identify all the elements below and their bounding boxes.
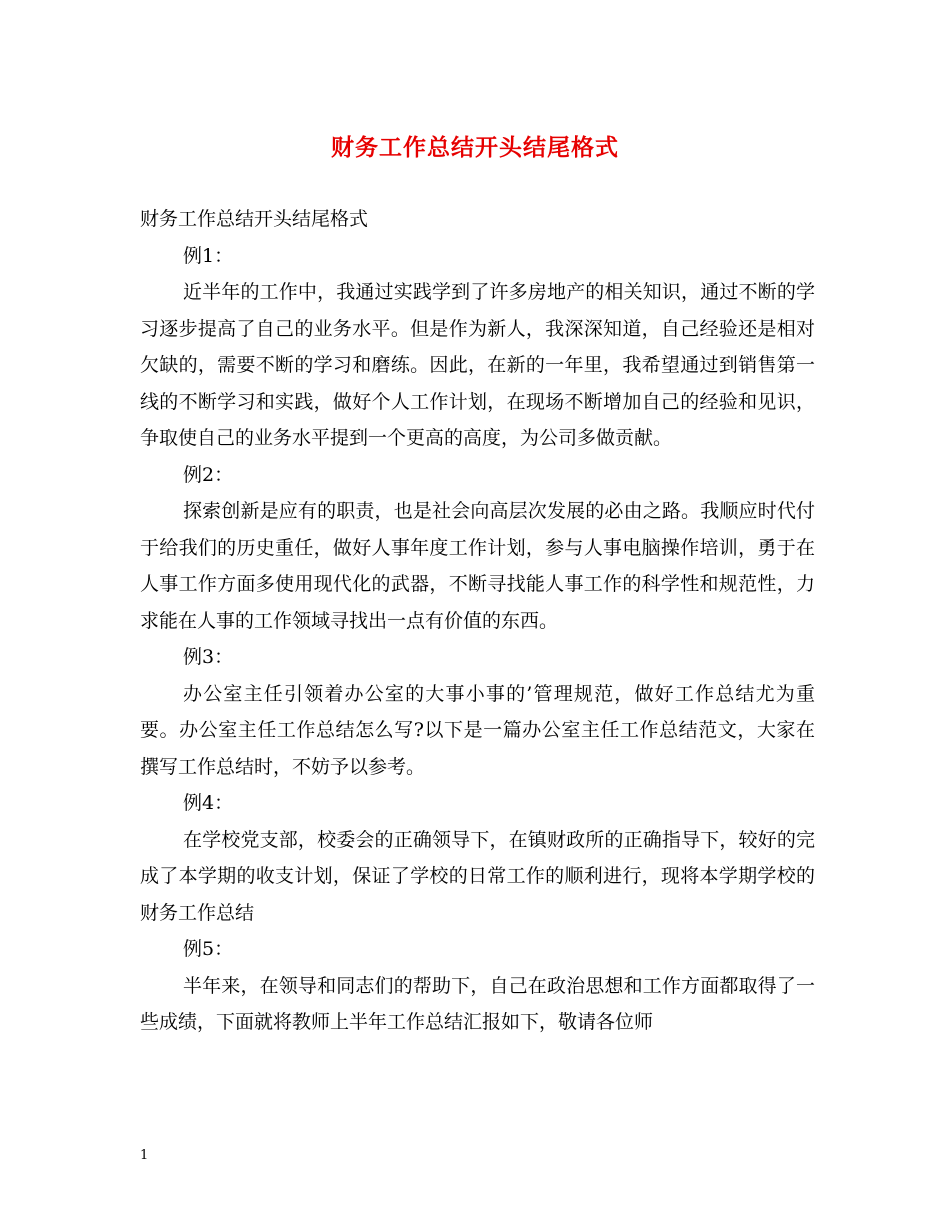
page-number: 1 xyxy=(140,1148,149,1163)
body-paragraph-4: 在学校党支部，校委会的正确领导下，在镇财政所的正确指导下，较好的完成了本学期的收支计划，保证了学校的日常工作的顺利进行，现将本学期学校的财务工作总结 xyxy=(140,828,815,924)
body-paragraph-5: 半年来，在领导和同志们的帮助下，自己在政治思想和工作方面都取得了一些成绩，下面就将教师上半年工作总结汇报如下，敬请各位师 xyxy=(140,974,815,1033)
body-paragraph-1: 近半年的工作中，我通过实践学到了许多房地产的相关知识，通过不断的学习逐步提高了自己的业务水平。但是作为新人，我深深知道，自己经验还是相对欠缺的，需要不断的学习和磨练。因此，在新的一年里，我希望通过到销售第一线的不断学习和实践，做好个人工作计划，在现场不断增加自己的经验和见识，争取使自己的业务水平提到一个更高的高度，为公司多做贡献。 xyxy=(140,281,815,449)
example-heading-4: 例4： xyxy=(183,792,234,814)
body-paragraph-2: 探索创新是应有的职责，也是社会向高层次发展的必由之路。我顺应时代付于给我们的历史重任，做好人事年度工作计划，参与人事电脑操作培训，勇于在人事工作方面多使用现代化的武器，不断寻找能人事工作的科学性和规范性，力求能在人事的工作领域寻找出一点有价值的东西。 xyxy=(140,500,815,632)
example-heading-3: 例3： xyxy=(183,646,234,668)
document-body xyxy=(140,201,815,1041)
body-paragraph-3: 办公室主任引领着办公室的大事小事的’管理规范，做好工作总结尤为重要。办公室主任工作总结怎么写?以下是一篇办公室主任工作总结范文，大家在撰写工作总结时，不妨予以参考。 xyxy=(140,682,815,778)
example-heading-5: 例5： xyxy=(183,938,234,960)
example-heading-1: 例1： xyxy=(183,244,234,267)
example-heading-2: 例2： xyxy=(183,463,234,486)
document-subtitle: 财务工作总结开头结尾格式 xyxy=(140,208,369,230)
document-title: 财务工作总结开头结尾格式 xyxy=(331,134,619,161)
